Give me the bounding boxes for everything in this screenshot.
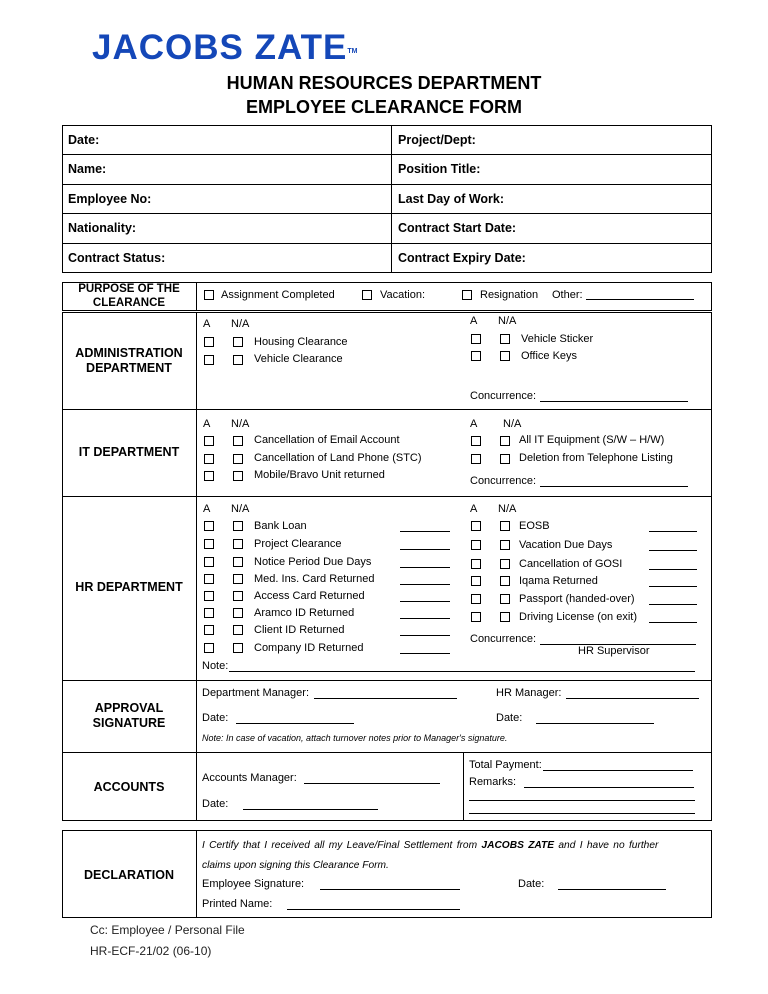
contract-expiry-label: Contract Expiry Date: (398, 251, 526, 265)
hr-note-field[interactable] (229, 671, 695, 672)
telephone-a-checkbox[interactable] (471, 454, 481, 464)
hr-item-na-checkbox[interactable] (233, 608, 243, 618)
department-title: HUMAN RESOURCES DEPARTMENT (226, 73, 542, 93)
hr-item-field[interactable] (649, 622, 697, 623)
other-field[interactable] (586, 299, 694, 300)
assignment-checkbox[interactable] (204, 290, 214, 300)
last-day-label: Last Day of Work: (398, 192, 505, 206)
landphone-a-checkbox[interactable] (204, 454, 214, 464)
mobile-unit-label: Mobile/Bravo Unit returned (254, 469, 385, 481)
vehicle-a-checkbox[interactable] (204, 355, 214, 365)
col-a-label: A (470, 418, 478, 430)
keys-na-checkbox[interactable] (500, 351, 510, 361)
hr-item-label: Company ID Returned (254, 642, 364, 654)
accounts-manager-label: Accounts Manager: (202, 772, 297, 784)
printed-name-label: Printed Name: (202, 898, 273, 910)
employee-no-label: Employee No: (68, 192, 152, 206)
hr-item-field[interactable] (400, 618, 450, 619)
hr-item-field[interactable] (649, 586, 697, 587)
admin-concurrence-field[interactable] (540, 401, 688, 402)
remarks-label: Remarks: (469, 776, 517, 788)
hr-item-na-checkbox[interactable] (500, 576, 510, 586)
declaration-date-label: Date: (518, 878, 545, 890)
hr-item-label: Iqama Returned (519, 575, 598, 587)
itequip-a-checkbox[interactable] (471, 436, 481, 446)
total-payment-label: Total Payment: (469, 759, 542, 771)
declaration-text-line2: claims upon signing this Clearance Form. (202, 860, 389, 871)
declaration-text-line1: I Certify that I received all my Leave/Final Settlement from JACOBS ZATE and I have no further (202, 840, 659, 851)
telephone-listing-label: Deletion from Telephone Listing (519, 452, 673, 464)
printed-name-field[interactable] (287, 909, 460, 910)
vacation-checkbox[interactable] (362, 290, 372, 300)
keys-a-checkbox[interactable] (471, 351, 481, 361)
hr-item-field[interactable] (649, 531, 697, 532)
mobile-a-checkbox[interactable] (204, 471, 214, 481)
hr-item-a-checkbox[interactable] (204, 625, 214, 635)
approval-date-label: Date: (202, 712, 229, 724)
hr-item-label: Med. Ins. Card Returned (254, 573, 375, 585)
sticker-a-checkbox[interactable] (471, 334, 481, 344)
col-na-label: N/A (231, 418, 250, 430)
remarks-line-3[interactable] (469, 813, 695, 814)
hr-item-label: Driving License (on exit) (519, 611, 637, 623)
it-equipment-label: All IT Equipment (S/W – H/W) (519, 434, 665, 446)
sticker-na-checkbox[interactable] (500, 334, 510, 344)
hr-item-a-checkbox[interactable] (471, 594, 481, 604)
hr-item-a-checkbox[interactable] (471, 540, 481, 550)
remarks-line-2[interactable] (469, 800, 695, 801)
remarks-field[interactable] (524, 787, 694, 788)
contract-start-label: Contract Start Date: (398, 221, 517, 235)
hr-item-a-checkbox[interactable] (471, 612, 481, 622)
hr-item-a-checkbox[interactable] (471, 559, 481, 569)
vehicle-sticker-label: Vehicle Sticker (521, 333, 594, 345)
office-keys-label: Office Keys (521, 350, 578, 362)
hr-item-na-checkbox[interactable] (233, 591, 243, 601)
approval-note: Note: In case of vacation, attach turnover notes prior to Manager's signature. (202, 733, 508, 743)
vehicle-clearance-label: Vehicle Clearance (254, 353, 343, 365)
vehicle-na-checkbox[interactable] (233, 355, 243, 365)
mobile-na-checkbox[interactable] (233, 471, 243, 481)
it-concurrence-field[interactable] (540, 486, 688, 487)
it-concurrence-label: Concurrence: (470, 475, 537, 487)
declaration-title: DECLARATION (83, 868, 175, 882)
col-na-label: N/A (498, 503, 517, 515)
housing-na-checkbox[interactable] (233, 337, 243, 347)
hr-item-field[interactable] (400, 531, 450, 532)
col-a-label: A (470, 315, 478, 327)
email-na-checkbox[interactable] (233, 436, 243, 446)
hr-item-field[interactable] (649, 569, 697, 570)
hr-item-na-checkbox[interactable] (500, 612, 510, 622)
email-a-checkbox[interactable] (204, 436, 214, 446)
col-a-label: A (203, 318, 211, 330)
land-phone-label: Cancellation of Land Phone (STC) (254, 452, 422, 464)
accounts-date-label: Date: (202, 798, 229, 810)
position-title-label: Position Title: (398, 162, 481, 176)
hr-item-label: Notice Period Due Days (254, 556, 372, 568)
approval-title: APPROVAL SIGNATURE (92, 701, 166, 730)
hr-item-na-checkbox[interactable] (233, 625, 243, 635)
hr-item-na-checkbox[interactable] (500, 521, 510, 531)
contract-status-label: Contract Status: (68, 251, 166, 265)
hr-item-label: Aramco ID Returned (254, 607, 355, 619)
hr-item-field[interactable] (400, 601, 450, 602)
hr-concurrence-label: Concurrence: (470, 633, 537, 645)
hr-item-label: Passport (handed-over) (519, 593, 635, 605)
hr-item-na-checkbox[interactable] (233, 643, 243, 653)
date-label: Date: (68, 133, 100, 147)
hr-item-field[interactable] (649, 550, 697, 551)
hr-item-field[interactable] (400, 549, 450, 550)
hr-item-na-checkbox[interactable] (233, 574, 243, 584)
nationality-label: Nationality: (68, 221, 137, 235)
itequip-na-checkbox[interactable] (500, 436, 510, 446)
declaration-date-field[interactable] (558, 889, 666, 890)
col-a-label: A (203, 503, 211, 515)
hr-item-label: Bank Loan (254, 520, 307, 532)
hr-item-label: Cancellation of GOSI (519, 558, 623, 570)
landphone-na-checkbox[interactable] (233, 454, 243, 464)
approval-date-field[interactable] (236, 723, 354, 724)
purpose-title: PURPOSE OF THE CLEARANCE (78, 283, 180, 309)
col-na-label: N/A (498, 315, 517, 327)
dept-manager-field[interactable] (314, 698, 457, 699)
hr-note-label: Note: (202, 660, 229, 672)
col-na-label: N/A (503, 418, 522, 430)
hr-item-field[interactable] (400, 584, 450, 585)
accounts-date-field[interactable] (243, 809, 378, 810)
company-logo: JACOBS ZATE™ (92, 28, 358, 67)
hr-item-field[interactable] (400, 635, 450, 636)
hr-item-a-checkbox[interactable] (471, 576, 481, 586)
hr-item-na-checkbox[interactable] (500, 594, 510, 604)
hr-item-a-checkbox[interactable] (204, 557, 214, 567)
hr-item-label: Access Card Returned (254, 590, 365, 602)
housing-a-checkbox[interactable] (204, 337, 214, 347)
col-a-label: A (470, 503, 478, 515)
hr-item-a-checkbox[interactable] (204, 521, 214, 531)
hr-item-field[interactable] (649, 604, 697, 605)
hr-item-a-checkbox[interactable] (471, 521, 481, 531)
form-title: EMPLOYEE CLEARANCE FORM (245, 97, 522, 117)
hr-item-field[interactable] (400, 653, 450, 654)
resignation-label: Resignation (480, 289, 539, 301)
hr-manager-field[interactable] (566, 698, 699, 699)
it-dept-title: IT DEPARTMENT (78, 445, 180, 459)
hr-item-field[interactable] (400, 567, 450, 568)
name-label: Name: (68, 162, 107, 176)
hr-item-label: Project Clearance (254, 538, 342, 550)
hr-item-na-checkbox[interactable] (500, 540, 510, 550)
admin-concurrence-label: Concurrence: (470, 390, 537, 402)
hr-item-a-checkbox[interactable] (204, 539, 214, 549)
vacation-label: Vacation: (380, 289, 426, 301)
hr-item-a-checkbox[interactable] (204, 574, 214, 584)
admin-dept-title: ADMINISTRATION DEPARTMENT (75, 346, 183, 375)
hr-item-na-checkbox[interactable] (233, 557, 243, 567)
hr-item-label: Client ID Returned (254, 624, 345, 636)
hr-item-na-checkbox[interactable] (500, 559, 510, 569)
hr-item-na-checkbox[interactable] (233, 521, 243, 531)
accounts-manager-field[interactable] (304, 783, 440, 784)
project-dept-label: Project/Dept: (398, 133, 476, 147)
accounts-title: ACCOUNTS (93, 780, 165, 794)
employee-signature-field[interactable] (320, 889, 460, 890)
col-na-label: N/A (231, 503, 250, 515)
other-label: Other: (552, 289, 583, 301)
form-code: HR-ECF-21/02 (06-10) (90, 944, 212, 958)
hr-item-na-checkbox[interactable] (233, 539, 243, 549)
cc-note: Cc: Employee / Personal File (90, 923, 245, 937)
hr-item-a-checkbox[interactable] (204, 608, 214, 618)
resignation-checkbox[interactable] (462, 290, 472, 300)
col-a-label: A (203, 418, 211, 430)
assignment-label: Assignment Completed (221, 289, 335, 301)
hr-manager-label: HR Manager: (496, 687, 562, 699)
hr-dept-title: HR DEPARTMENT (75, 580, 183, 594)
hr-item-a-checkbox[interactable] (204, 643, 214, 653)
dept-manager-label: Department Manager: (202, 687, 309, 699)
employee-signature-label: Employee Signature: (202, 878, 305, 890)
hr-supervisor-label: HR Supervisor (578, 645, 650, 657)
hr-item-a-checkbox[interactable] (204, 591, 214, 601)
housing-clearance-label: Housing Clearance (254, 336, 348, 348)
telephone-na-checkbox[interactable] (500, 454, 510, 464)
hr-item-label: EOSB (519, 520, 550, 532)
col-na-label: N/A (231, 318, 250, 330)
hr-item-label: Vacation Due Days (519, 539, 613, 551)
email-account-label: Cancellation of Email Account (254, 434, 400, 446)
hr-date-label: Date: (496, 712, 523, 724)
total-payment-field[interactable] (543, 770, 693, 771)
hr-date-field[interactable] (536, 723, 654, 724)
